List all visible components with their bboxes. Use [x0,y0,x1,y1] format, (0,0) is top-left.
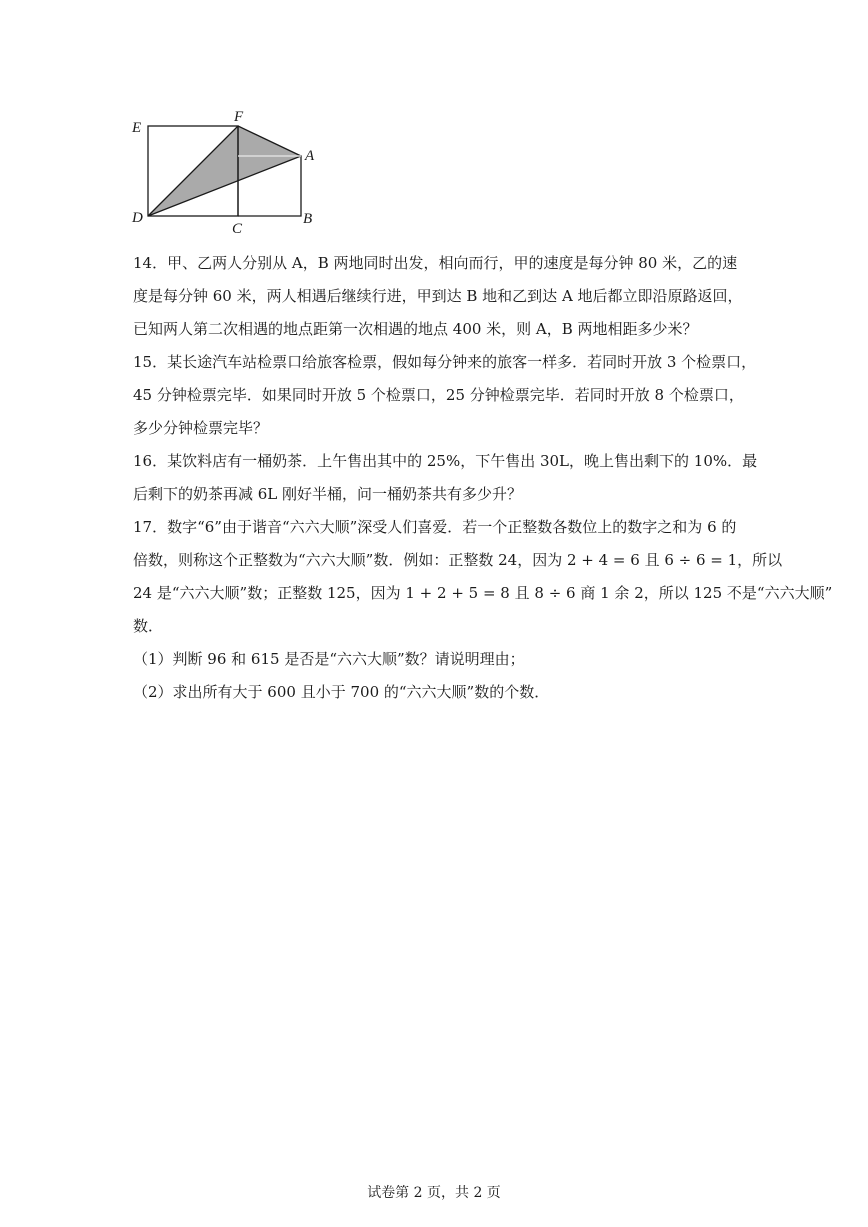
questions-content [133,247,833,709]
label-e: E [132,120,142,136]
question-line: 24 是“六六大顺”数；正整数 125，因为 1 + 2 + 5 = 8 且 8 ÷ 6 商 1 余 2，所以 125 不是“六六大顺” [133,584,833,602]
question-16 [133,445,758,511]
question-line: 16．某饮料店有一桶奶茶．上午售出其中的 25%，下午售出 30L，晚上售出剩下的 10%．最 [133,452,758,470]
question-line: 45 分钟检票完毕．如果同时开放 5 个检票口，25 分钟检票完毕．若同时开放 8 个检票口， [133,386,744,404]
geometry-figure-svg [128,108,328,238]
label-a: A [305,148,315,164]
question-line: 度是每分钟 60 米，两人相遇后继续行进，甲到达 B 地和乙到达 A 地后都立即沿原路返回， [133,287,743,305]
question-line: 14．甲、乙两人分别从 A，B 两地同时出发，相向而行，甲的速度是每分钟 80 米，乙的速 [133,254,738,272]
subquestion-1: （1）判断 96 和 615 是否是“六六大顺”数？请说明理由； [133,650,525,668]
question-line: 后剩下的奶茶再减 6L 刚好半桶，问一桶奶茶共有多少升？ [133,485,523,503]
page-footer: 试卷第 2 页，共 2 页 [367,1185,501,1201]
label-c: C [232,221,243,237]
question-line: 多少分钟检票完毕？ [133,419,269,437]
geometry-figure [128,108,328,238]
label-d: D [132,210,143,226]
question-line: 15．某长途汽车站检票口给旅客检票，假如每分钟来的旅客一样多．若同时开放 3 个检票口， [133,353,757,371]
question-17 [133,511,833,643]
question-line: 倍数，则称这个正整数为“六六大顺”数．例如：正整数 24，因为 2 + 4 = 6 且 6 ÷ 6 = 1，所以 [133,551,783,569]
question-line: 已知两人第二次相遇的地点距第一次相遇的地点 400 米，则 A，B 两地相距多少米？ [133,320,698,338]
label-f: F [234,109,244,125]
question-line: 数． [133,617,164,635]
subquestion-2: （2）求出所有大于 600 且小于 700 的“六六大顺”数的个数． [133,683,550,701]
question-15 [133,346,757,445]
label-b: B [303,211,313,227]
question-line: 17．数字“6”由于谐音“六六大顺”深受人们喜爱．若一个正整数各数位上的数字之和为 6 的 [133,518,737,536]
question-14 [133,247,753,346]
